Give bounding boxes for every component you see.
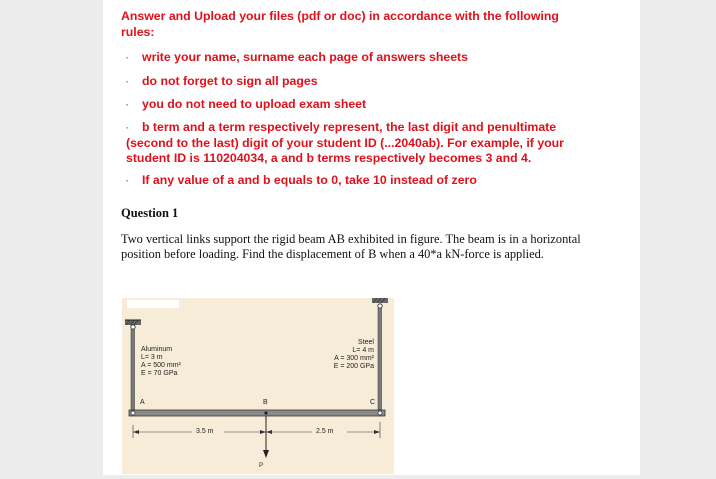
point-b-icon (264, 411, 267, 414)
rule-item (121, 97, 366, 113)
beam-diagram (122, 298, 394, 474)
aluminum-link (131, 329, 135, 411)
rule-text: write your name, surname each page of answers sheets (142, 50, 468, 64)
aluminum-area: A = 500 mm² (141, 362, 181, 369)
question-text (121, 232, 621, 261)
steel-modulus: E = 200 GPa (333, 363, 374, 370)
beam-figure (122, 298, 394, 474)
dimension-line (133, 422, 380, 438)
point-b-label: B (263, 399, 268, 406)
rule-text: If any value of a and b equals to 0, take 10 instead of zero (142, 173, 477, 187)
question-text-line2: position before loading. Find the displacement of B when a 40*a kN-force is applied. (121, 246, 544, 261)
rule-item (121, 173, 477, 189)
steel-link (378, 308, 382, 411)
rule-text-line1: b term and a term respectively represent, the last digit and penultimate (142, 120, 557, 134)
aluminum-length: L= 3 m (141, 354, 163, 361)
rule-text: do not forget to sign all pages (142, 74, 318, 88)
steel-specs (320, 339, 374, 371)
dim-right-label: 2.5 m (316, 428, 334, 435)
left-support-icon (125, 320, 141, 329)
rules-title-line1: Answer and Upload your files (pdf or doc) in accordance with the following (121, 9, 559, 23)
pin-c-icon (378, 411, 382, 415)
rule-item (121, 50, 468, 66)
steel-material: Steel (358, 339, 374, 346)
figure-label-box (127, 300, 179, 308)
rigid-beam (129, 410, 385, 416)
bullet-icon: · (125, 120, 130, 134)
bullet-icon: · (125, 173, 130, 187)
right-support-icon (372, 298, 388, 308)
question-text-line1: Two vertical links support the rigid beam AB exhibited in figure. The beam is in a horizontal (121, 232, 581, 246)
bullet-icon: · (125, 50, 130, 64)
pin-a-icon (131, 411, 135, 415)
bullet-icon: · (125, 97, 130, 111)
load-label: P (259, 463, 264, 469)
steel-length: L= 4 m (352, 347, 374, 354)
dim-left-label: 3.5 m (196, 428, 214, 435)
bullet-icon: · (125, 74, 130, 88)
point-a-label: A (140, 399, 145, 406)
aluminum-specs (141, 346, 181, 378)
rule-item (121, 120, 626, 167)
rule-text-line3: student ID is 110204034, a and b terms respectively becomes 3 and 4. (126, 151, 532, 165)
rules-title-line2: rules: (121, 25, 155, 39)
steel-area: A = 300 mm² (334, 355, 374, 362)
upload-rules (121, 8, 626, 187)
point-c-label: C (370, 399, 376, 406)
aluminum-modulus: E = 70 GPa (141, 370, 178, 377)
rule-item (121, 74, 318, 90)
aluminum-material: Aluminum (141, 346, 173, 353)
question-title: Question 1 (121, 206, 179, 220)
rule-text: you do not need to upload exam sheet (142, 97, 367, 111)
rule-text-line2: (second to the last) digit of your student ID (...2040ab). For example, if your (126, 135, 564, 150)
